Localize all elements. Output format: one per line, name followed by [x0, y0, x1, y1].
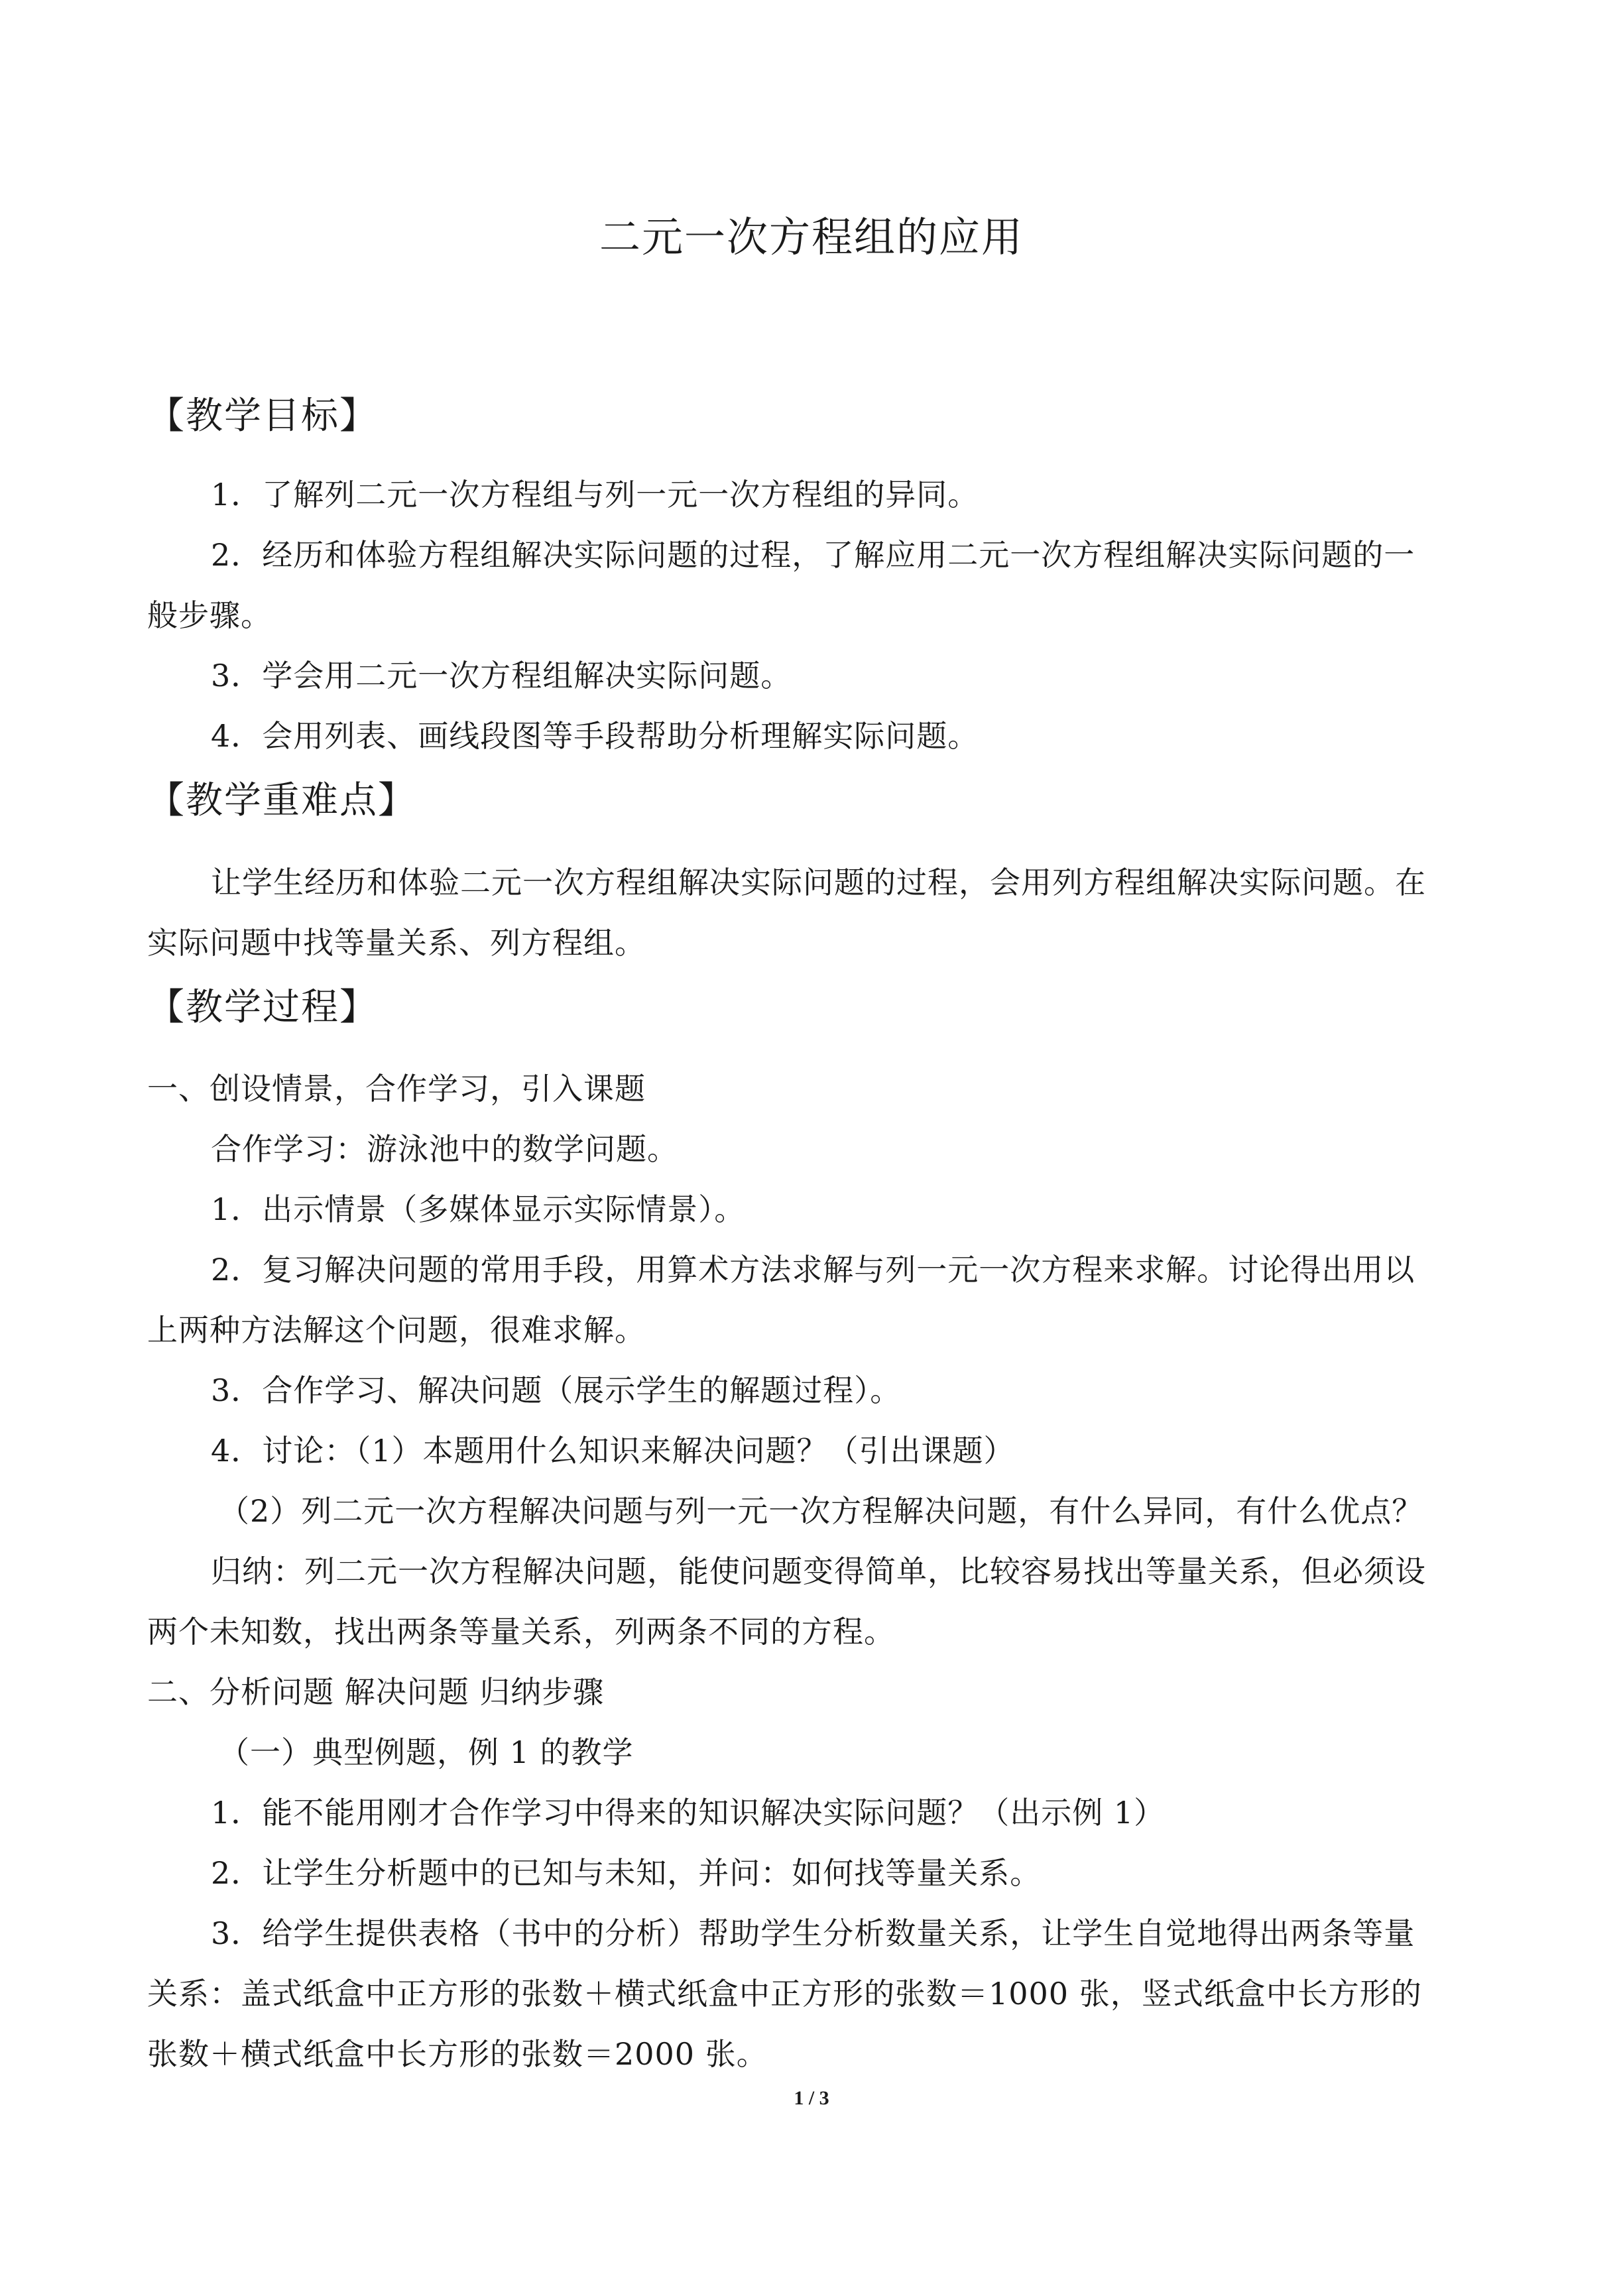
- process-line: 2．复习解决问题的常用手段，用算术方法求解与列一元一次方程来求解。讨论得出用以: [211, 1252, 1415, 1288]
- objective-line: 4．会用列表、画线段图等手段帮助分析理解实际问题。: [211, 718, 979, 754]
- process-line: 2．让学生分析题中的已知与未知，并问：如何找等量关系。: [211, 1855, 1042, 1891]
- process-line: 一、创设情景，合作学习，引入课题: [147, 1071, 646, 1107]
- section-heading-process: 【教学过程】: [147, 986, 378, 1029]
- section-heading-key-points: 【教学重难点】: [147, 779, 416, 822]
- key-point-line: 实际问题中找等量关系、列方程组。: [147, 925, 646, 961]
- process-line: 1．出示情景（多媒体显示实际情景）。: [211, 1191, 746, 1227]
- objective-line: 1．了解列二元一次方程组与列一元一次方程组的异同。: [211, 477, 979, 513]
- page-number: 1 / 3: [794, 2087, 829, 2109]
- process-line: 3．给学生提供表格（书中的分析）帮助学生分析数量关系，让学生自觉地得出两条等量: [211, 1915, 1415, 1951]
- process-line: 两个未知数，找出两条等量关系，列两条不同的方程。: [147, 1614, 895, 1650]
- process-line: 归纳：列二元一次方程解决问题，能使问题变得简单，比较容易找出等量关系，但必须设: [211, 1553, 1426, 1589]
- process-line: 3．合作学习、解决问题（展示学生的解题过程）。: [211, 1372, 902, 1408]
- process-line: 张数＋横式纸盒中长方形的张数＝2000 张。: [147, 2036, 768, 2072]
- process-line: 1．能不能用刚才合作学习中得来的知识解决实际问题？（出示例 1）: [211, 1795, 1166, 1831]
- document-title: 二元一次方程组的应用: [599, 213, 1024, 261]
- process-line: 关系：盖式纸盒中正方形的张数＋横式纸盒中正方形的张数＝1000 张，竖式纸盒中长方形的: [147, 1976, 1422, 2012]
- process-line: 上两种方法解这个问题，很难求解。: [147, 1312, 646, 1348]
- key-point-line: 让学生经历和体验二元一次方程组解决实际问题的过程，会用列方程组解决实际问题。在: [211, 865, 1426, 900]
- process-line: 二、分析问题 解决问题 归纳步骤: [147, 1674, 605, 1710]
- process-line: 4．讨论：（1）本题用什么知识来解决问题？（引出课题）: [211, 1433, 1015, 1469]
- process-line: （一）典型例题，例 1 的教学: [219, 1734, 634, 1770]
- section-heading-objectives: 【教学目标】: [147, 394, 378, 438]
- objective-line: 2．经历和体验方程组解决实际问题的过程，了解应用二元一次方程组解决实际问题的一: [211, 537, 1415, 573]
- objective-line: 般步骤。: [147, 597, 272, 633]
- process-line: 合作学习：游泳池中的数学问题。: [211, 1131, 678, 1167]
- objective-line: 3．学会用二元一次方程组解决实际问题。: [211, 658, 792, 694]
- process-line: （2）列二元一次方程解决问题与列一元一次方程解决问题，有什么异同，有什么优点？: [219, 1493, 1423, 1529]
